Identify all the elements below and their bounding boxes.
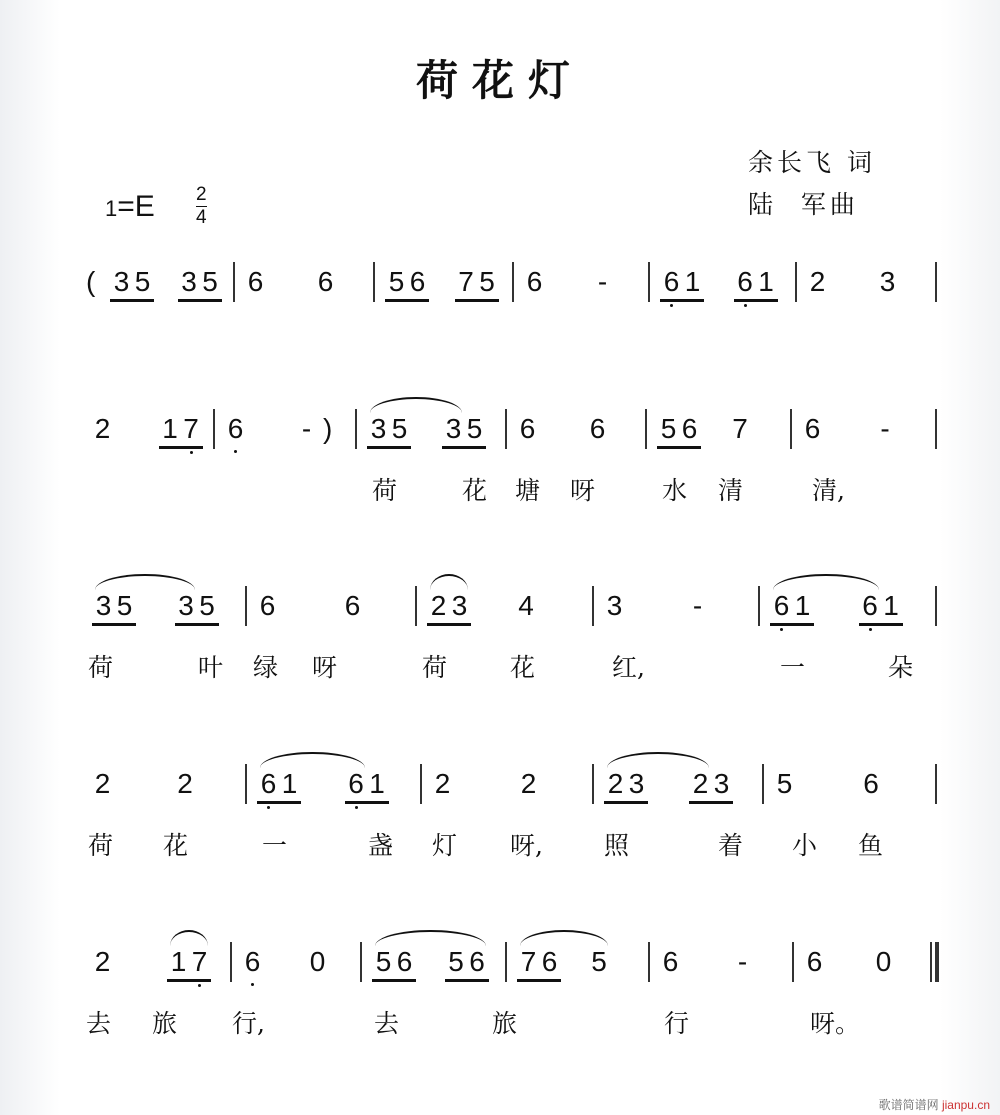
dash: - (597, 266, 608, 297)
beat (98, 266, 166, 306)
slur (430, 574, 468, 590)
note: 6 (526, 266, 543, 297)
beat (155, 946, 230, 986)
beat (506, 768, 592, 808)
note: 5 (660, 413, 677, 444)
final-barline (935, 942, 939, 982)
beat (592, 768, 677, 808)
note: 1 (170, 946, 187, 977)
beat (762, 768, 849, 808)
dash: - (692, 590, 703, 621)
lyric-syllable: 叶 (198, 653, 224, 682)
note: 6 (662, 946, 679, 977)
time-bottom: 4 (196, 207, 207, 228)
beat (677, 768, 762, 808)
lyric-syllable: 一 (780, 653, 806, 682)
note: 5 (479, 266, 495, 297)
beat (849, 768, 936, 808)
beamed-group (367, 413, 411, 449)
note: 1 (369, 768, 385, 799)
beat (355, 413, 430, 453)
note: 3 (113, 266, 130, 297)
slur (170, 930, 208, 946)
beat (505, 946, 577, 986)
lyric-syllable: 呀, (510, 831, 543, 860)
note: 5 (134, 266, 151, 297)
note: 2 (94, 413, 111, 444)
beat (433, 946, 506, 986)
lyric-syllable: 塘 (515, 476, 541, 505)
beat (430, 413, 505, 453)
note: 2 (434, 768, 451, 799)
note: 6 (344, 590, 361, 621)
measure (648, 266, 795, 306)
slur (773, 574, 879, 590)
measure (415, 590, 592, 630)
note: 4 (518, 590, 534, 621)
barline (935, 764, 937, 804)
measure (245, 590, 415, 630)
barline (935, 409, 937, 449)
slur (370, 397, 462, 413)
key-signature (105, 190, 155, 224)
beamed-group (159, 413, 203, 449)
measure (648, 946, 792, 986)
lyric-syllable: 呀。 (810, 1009, 861, 1038)
note: 2 (94, 946, 111, 977)
beat (847, 590, 936, 630)
beamed-group (517, 946, 561, 982)
beat (284, 413, 355, 453)
beat (648, 946, 720, 986)
beamed-group (110, 266, 154, 302)
dash: - (737, 946, 748, 977)
lyric-syllable: 花 (462, 476, 488, 505)
note: 6 (661, 266, 682, 299)
beat (577, 946, 649, 986)
lyric-syllable: 花 (163, 831, 189, 860)
note: 3 (606, 590, 623, 621)
beat (645, 413, 718, 453)
beamed-group (92, 590, 136, 626)
lyric-syllable: 行, (232, 1009, 265, 1038)
lyric-syllable: 呀 (570, 476, 596, 505)
beamed-group (689, 768, 733, 804)
lyric-syllable: 去 (374, 1009, 400, 1038)
note: 3 (451, 590, 468, 621)
slur (520, 930, 608, 946)
measure (80, 590, 245, 630)
beat (720, 946, 792, 986)
measure (230, 946, 360, 986)
lyric-syllable: 鱼 (858, 831, 884, 860)
beat (865, 266, 935, 306)
lyric-syllable: 去 (86, 1009, 112, 1038)
measure (795, 266, 935, 306)
lyric-syllable: 呀 (312, 653, 338, 682)
lyric-syllable: 行 (664, 1009, 690, 1038)
time-top: 2 (196, 184, 207, 205)
note: 5 (375, 946, 392, 977)
note: 1 (758, 266, 774, 297)
beamed-group (178, 266, 222, 302)
beat (213, 413, 284, 453)
lyric-syllable: 荷 (88, 831, 114, 860)
measure (245, 768, 420, 808)
beat (80, 768, 163, 808)
measure (233, 266, 373, 306)
measure (758, 590, 935, 630)
beat (792, 946, 861, 986)
beamed-group (257, 768, 301, 804)
note: 2 (430, 590, 447, 621)
note: 5 (199, 590, 215, 621)
note: 5 (448, 946, 464, 977)
measure (592, 768, 762, 808)
beat (80, 590, 163, 630)
beat (580, 266, 648, 306)
watermark (879, 1096, 990, 1113)
slur (375, 930, 486, 946)
lyric-syllable: 花 (510, 653, 536, 682)
lyric-syllable: 旅 (492, 1009, 518, 1038)
beat (722, 266, 796, 306)
measure (360, 946, 505, 986)
note: 3 (879, 266, 896, 297)
note: 7 (189, 946, 210, 979)
beat (245, 590, 330, 630)
beamed-group (427, 590, 471, 626)
note: 7 (732, 413, 748, 444)
beat (512, 266, 580, 306)
note: 2 (692, 768, 709, 799)
beat (420, 768, 506, 808)
note: 5 (466, 413, 483, 444)
beat (330, 590, 415, 630)
note: 6 (681, 413, 698, 444)
dash: - (301, 413, 312, 444)
beat (80, 413, 147, 453)
measure (80, 413, 213, 453)
beat (163, 590, 246, 630)
note: 1 (883, 590, 899, 621)
note: 0 (875, 946, 892, 977)
slur (95, 574, 195, 590)
lyric-syllable: 红, (612, 653, 645, 682)
beamed-group (385, 266, 429, 302)
measure (790, 413, 935, 453)
measure (98, 266, 233, 306)
beat (592, 590, 675, 630)
lyric-syllable: 灯 (432, 831, 458, 860)
beat (333, 768, 421, 808)
barline (935, 586, 937, 626)
song-title: 荷花灯 (415, 56, 584, 105)
key-degree: 1 (105, 196, 118, 221)
note: 6 (346, 768, 367, 801)
beat (163, 768, 246, 808)
slur (607, 752, 709, 768)
barline (935, 262, 937, 302)
beamed-group (770, 590, 814, 626)
lyric-syllable: 荷 (372, 476, 398, 505)
measure (213, 413, 355, 453)
note: 5 (388, 266, 405, 297)
beamed-group (175, 590, 219, 626)
lyric-syllable: 朵 (888, 653, 914, 682)
lyric-syllable: 清, (812, 476, 845, 505)
note: 2 (177, 768, 193, 799)
measure (80, 768, 245, 808)
note: 7 (458, 266, 474, 297)
lyric-syllable: 清 (718, 476, 744, 505)
note: 6 (804, 413, 821, 444)
note: 5 (591, 946, 607, 977)
note: 6 (247, 266, 264, 297)
beat (373, 266, 443, 306)
note: 6 (259, 590, 276, 621)
measure (80, 946, 230, 986)
note: 1 (684, 266, 701, 297)
note: 1 (162, 413, 178, 444)
measure (512, 266, 648, 306)
beat (863, 413, 936, 453)
note: 3 (181, 266, 197, 297)
measure (792, 946, 930, 986)
beat (233, 266, 303, 306)
beat (504, 590, 593, 630)
note: 5 (391, 413, 408, 444)
note: 6 (541, 946, 558, 977)
lyric-syllable: 水 (662, 476, 688, 505)
note: 6 (771, 590, 792, 623)
watermark-cn: 歌谱简谱网 (878, 1098, 939, 1112)
beat (295, 946, 360, 986)
note: 2 (809, 266, 826, 297)
beat (795, 266, 865, 306)
lyric-syllable: 旅 (152, 1009, 178, 1038)
beat (147, 413, 214, 453)
beat (861, 946, 930, 986)
beat (245, 768, 333, 808)
beamed-group (604, 768, 648, 804)
open-paren: ( (86, 266, 96, 297)
beat (360, 946, 433, 986)
note: 2 (607, 768, 624, 799)
measure (645, 413, 790, 453)
watermark-en: jianpu.cn (941, 1098, 990, 1112)
beat (230, 946, 295, 986)
beamed-group (455, 266, 499, 302)
note: 6 (469, 946, 485, 977)
lyric-syllable: 照 (604, 831, 630, 860)
beat (790, 413, 863, 453)
beat (718, 413, 791, 453)
note: 2 (94, 768, 111, 799)
beat (303, 266, 373, 306)
note: 6 (242, 946, 263, 978)
beamed-group (442, 413, 486, 449)
lyric-syllable: 着 (718, 831, 744, 860)
note: 6 (589, 413, 606, 444)
measure (420, 768, 592, 808)
beat (648, 266, 722, 306)
lyricist-credit: 余长飞 词 (748, 148, 876, 177)
beamed-group (734, 266, 778, 302)
note: 2 (520, 768, 537, 799)
note: 3 (95, 590, 112, 621)
beat (675, 590, 758, 630)
note: 1 (794, 590, 811, 621)
note: 3 (370, 413, 387, 444)
dash: - (880, 413, 890, 444)
beat (80, 946, 155, 986)
note: 6 (519, 413, 536, 444)
measure (762, 768, 935, 808)
note: 6 (806, 946, 823, 977)
beat (758, 590, 847, 630)
beamed-group (372, 946, 416, 982)
beamed-group (167, 946, 211, 982)
note: 3 (178, 590, 194, 621)
composer-credit: 陆 军曲 (748, 190, 859, 219)
note: 3 (628, 768, 645, 799)
beat (505, 413, 575, 453)
beamed-group (660, 266, 704, 302)
note: 7 (181, 413, 202, 446)
note: 6 (396, 946, 413, 977)
lyric-syllable: 荷 (88, 653, 114, 682)
close-paren: ) (323, 413, 333, 444)
note: 6 (860, 590, 881, 623)
beamed-group (657, 413, 701, 449)
beat (166, 266, 234, 306)
lyric-syllable: 小 (792, 831, 818, 860)
beamed-group (345, 768, 389, 804)
note: 7 (520, 946, 537, 977)
lyric-syllable: 一 (262, 831, 288, 860)
key-name: =E (117, 190, 155, 223)
note: 0 (309, 946, 326, 977)
note: 6 (409, 266, 426, 297)
note: 6 (225, 413, 246, 445)
note: 5 (116, 590, 133, 621)
slur (260, 752, 365, 768)
note: 6 (317, 266, 334, 297)
note: 1 (281, 768, 298, 799)
note: 6 (258, 768, 279, 801)
beamed-group (859, 590, 903, 626)
measure (373, 266, 512, 306)
lyric-syllable: 盏 (368, 831, 394, 860)
note: 6 (735, 266, 756, 299)
measure (505, 413, 645, 453)
note: 5 (776, 768, 793, 799)
beat (575, 413, 645, 453)
measure (592, 590, 758, 630)
note: 3 (445, 413, 462, 444)
beamed-group (445, 946, 489, 982)
beat (443, 266, 513, 306)
barline (930, 942, 932, 982)
measure (355, 413, 505, 453)
time-signature (196, 184, 207, 229)
measure (505, 946, 648, 986)
beat (415, 590, 504, 630)
note: 5 (202, 266, 218, 297)
lyric-syllable: 荷 (422, 653, 448, 682)
lyric-syllable: 绿 (253, 653, 279, 682)
note: 6 (863, 768, 879, 799)
note: 3 (713, 768, 730, 799)
